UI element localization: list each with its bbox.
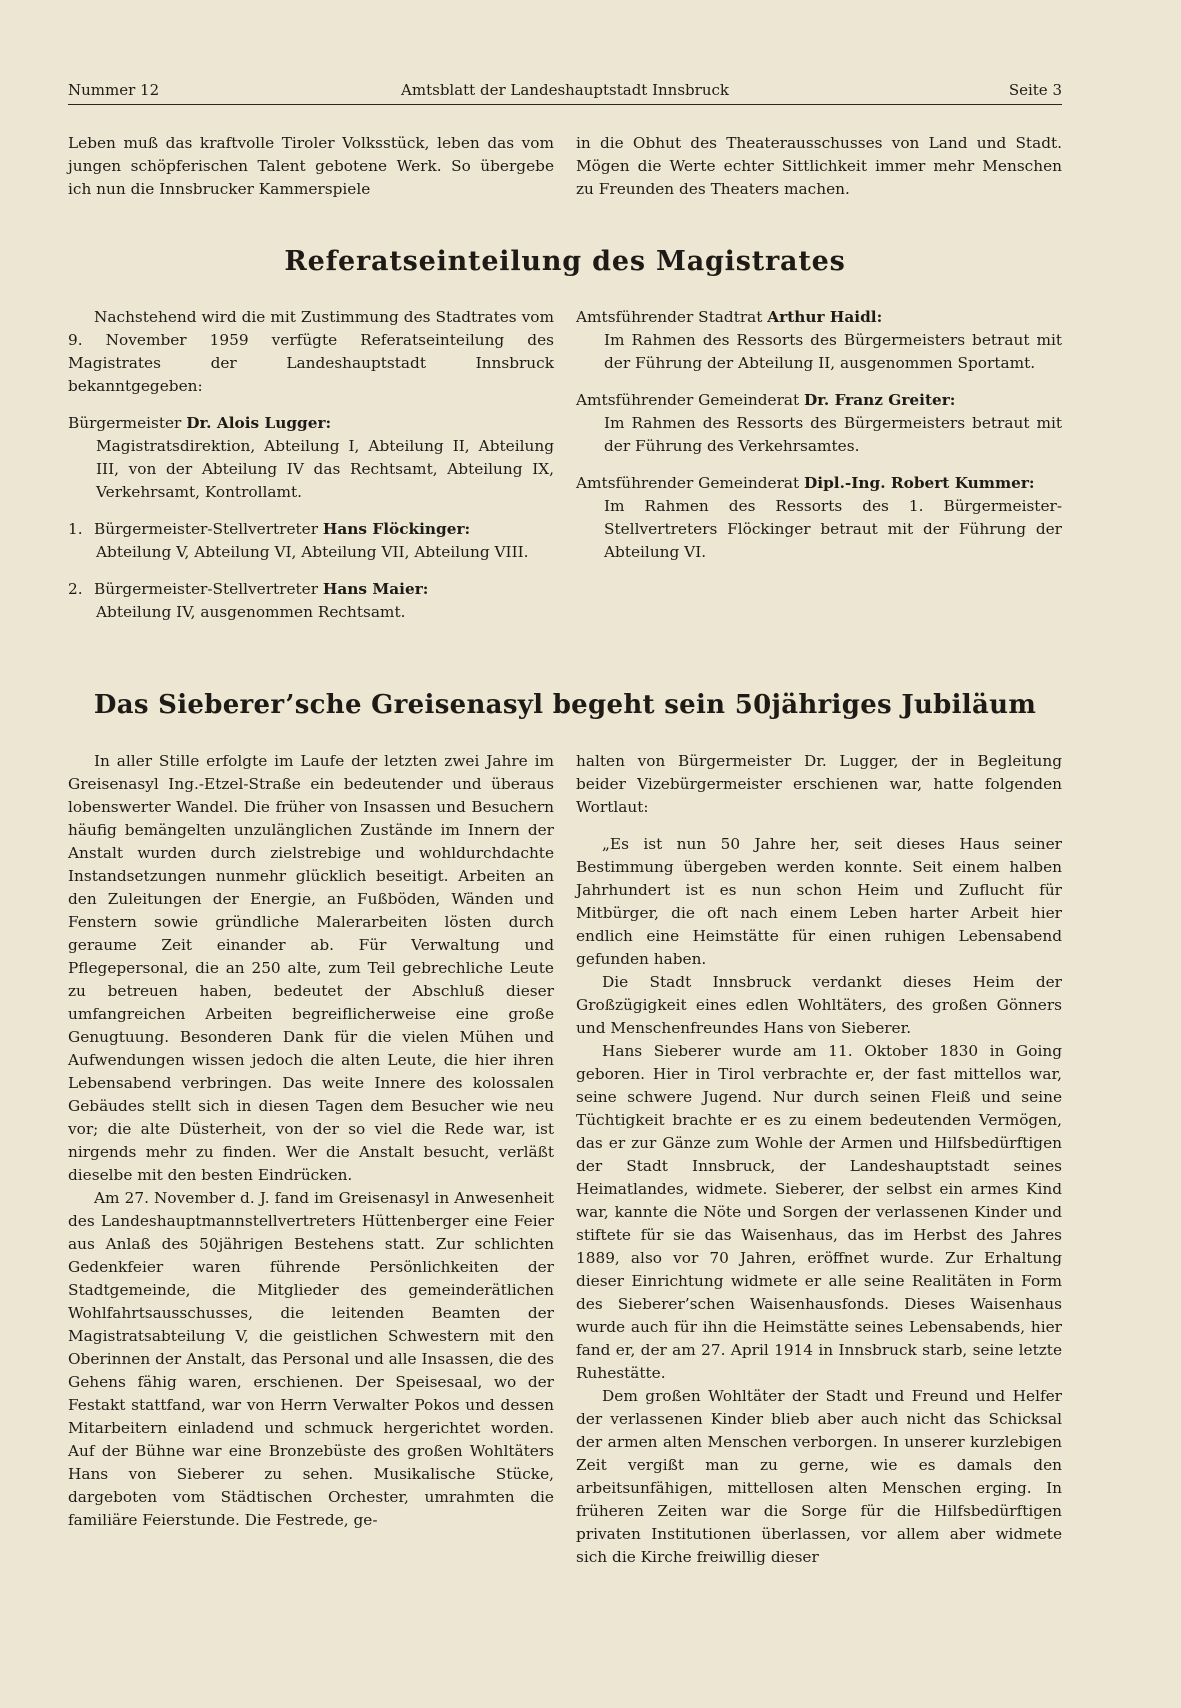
- official-name: Dr. Alois Lugger:: [186, 414, 332, 432]
- article-paragraph: Am 27. November d. J. fand im Greisenasyl in Anwesenheit des Landeshauptmannstellvertreters Hüttenberger eine Feier aus Anlaß des 50jährigen Bestehens statt. Zur schlichten Gedenkfeier waren führende Persönlichkeiten der Stadtgemeinde, die Mitglieder des gemeinderätlichen Wohlfahrtsausschusses, die leitenden Beamten der Magistratsabteilung V, die geistlichen Schwestern mit den Oberinnen der Anstalt, das Personal und alle Insassen, die des Gehens fähig waren, erschienen. Der Speisesaal, wo der Festakt stattfand, war von Herrn Verwalter Pokos und dessen Mitarbeitern einladend und schmuck hergerichtet worden. Auf der Bühne war eine Bronzebüste des großen Wohltäters Hans von Sieberer zu sehen. Musikalische Stücke, dargeboten vom Städtischen Orchester, umrahmten die familiäre Feierstunde. Die Festrede, ge-: [68, 1189, 554, 1529]
- official-heading: Bürgermeister Dr. Alois Lugger:: [68, 414, 332, 432]
- article-right-column: [576, 750, 1062, 1569]
- section1-right-column: [576, 306, 1062, 564]
- section-title-referatseinteilung: Referatseinteilung des Magistrates: [284, 246, 846, 277]
- official-duties: Im Rahmen des Ressorts des Bürgermeisters betraut mit der Führung der Abteilung II, ausgenommen Sportamt.: [604, 331, 1062, 372]
- official-heading: 2. Bürgermeister-Stellvertreter Hans Maier:: [68, 580, 429, 598]
- official-duties: Im Rahmen des Ressorts des Bürgermeisters betraut mit der Führung des Verkehrsamtes.: [604, 414, 1062, 455]
- speech-paragraph: „Es ist nun 50 Jahre her, seit dieses Haus seiner Bestimmung übergeben werden konnte. Seit einem halben Jahrhundert ist es nun schon Heim und Zuflucht für Mitbürger, die oft nach einem Leben harter Arbeit hier endlich eine Heimstätte für einen ruhigen Lebensabend gefunden haben.: [576, 835, 1062, 968]
- page-header: [68, 78, 1062, 105]
- official-name: Arthur Haidl:: [767, 308, 883, 326]
- article-paragraph: In aller Stille erfolgte im Laufe der letzten zwei Jahre im Greisenasyl Ing.-Etzel-Straße ein bedeutender und überaus lobenswerter Wandel. Die früher von Insassen und Besuchern häufig bemängelten unzulänglichen Zustände im Innern der Anstalt wurden durch zielstrebige und wohldurchdachte Instandsetzungen nunmehr glücklich beseitigt. Arbeiten an den Zuleitungen der Energie, an Fußböden, Wänden und Fenstern sowie gründliche Malerarbeiten lösten durch geraume Zeit einander ab. Für Verwaltung und Pflegepersonal, die an 250 alte, zum Teil gebrechliche Leute zu betreuen haben, bedeutet der Abschluß dieser umfangreichen Arbeiten begreiflicherweise eine große Genugtuung. Besonderen Dank für die vielen Mühen und Aufwendungen wissen jedoch die alten Leute, die hier ihren Lebensabend verbringen. Das weite Innere des kolossalen Gebäudes stellt sich in diesen Tagen dem Besucher wie neu vor; die alte Düsterheit, von der so viel die Rede war, ist nirgends mehr zu finden. Wer die Anstalt besucht, verläßt dieselbe mit den besten Eindrücken.: [68, 752, 554, 1184]
- official-name: Dr. Franz Greiter:: [804, 391, 956, 409]
- section1-left-column: [68, 306, 554, 624]
- speech-paragraph: Hans Sieberer wurde am 11. Oktober 1830 in Going geboren. Hier in Tirol verbrachte er, der fast mittellos war, seine schwere Jugend. Nur durch seinen Fleiß und seine Tüchtigkeit brachte er es zu einem bedeutenden Vermögen, das er zur Gänze zum Wohle der Armen und Hilfsbedürftigen der Stadt Innsbruck, der Landeshauptstadt seines Heimatlandes, widmete. Sieberer, der selbst ein armes Kind war, kannte die Nöte und Sorgen der verlassenen Kinder und stiftete für sie das Waisenhaus, das im Herbst des Jahres 1889, also vor 70 Jahren, eröffnet wurde. Zur Erhaltung dieser Einrichtung widmete er alle seine Realitäten in Form des Sieberer’schen Waisenhausfonds. Dieses Waisenhaus wurde auch für ihn die Heimstätte seines Lebensabends, hier fand er, der am 27. April 1914 in Innsbruck starb, seine letzte Ruhestätte.: [576, 1042, 1062, 1382]
- official-name: Hans Flöckinger:: [322, 520, 471, 538]
- official-name: Hans Maier:: [322, 580, 429, 598]
- section1-intro: Nachstehend wird die mit Zustimmung des Stadtrates vom 9. November 1959 verfügte Referatseinteilung des Magistrates der Landeshauptstadt Innsbruck bekanntgegeben:: [68, 308, 554, 395]
- publication-title: Amtsblatt der Landeshauptstadt Innsbruck: [401, 81, 729, 99]
- article-left-column: [68, 750, 554, 1532]
- official-heading: 1. Bürgermeister-Stellvertreter Hans Flöckinger:: [68, 520, 471, 538]
- speech-paragraph: Die Stadt Innsbruck verdankt dieses Heim der Großzügigkeit eines edlen Wohltäters, des großen Gönners und Menschenfreundes Hans von Sieberer.: [576, 973, 1062, 1037]
- official-duties: Im Rahmen des Ressorts des 1. Bürgermeister-Stellvertreters Flöckinger betraut mit der Führung der Abteilung VI.: [604, 497, 1062, 561]
- official-heading: Amtsführender Gemeinderat Dipl.-Ing. Robert Kummer:: [576, 474, 1035, 492]
- section-title-greisenasyl: Das Sieberer’sche Greisenasyl begeht sein 50jähriges Jubiläum: [93, 690, 1037, 720]
- speech-paragraph: Dem großen Wohltäter der Stadt und Freund und Helfer der verlassenen Kinder blieb aber auch nicht das Schicksal der armen alten Menschen verborgen. In unserer kurzlebigen Zeit vergißt man zu gerne, wie es damals den arbeitsunfähigen, mittellosen alten Menschen erging. In früheren Zeiten war die Sorge für die Hilfsbedürftigen privaten Institutionen überlassen, vor allem aber widmete sich die Kirche freiwillig dieser: [576, 1387, 1062, 1566]
- page-number: Seite 3: [1008, 81, 1062, 99]
- top-right-column: [576, 132, 1062, 201]
- continued-text-right: in die Obhut des Theaterausschusses von Land und Stadt. Mögen die Werte echter Sittlichkeit immer mehr Menschen zu Freunden des Theaters machen.: [576, 134, 1062, 198]
- official-heading: Amtsführender Gemeinderat Dr. Franz Greiter:: [576, 391, 956, 409]
- official-duties: Abteilung V, Abteilung VI, Abteilung VII, Abteilung VIII.: [96, 543, 529, 561]
- official-duties: Magistratsdirektion, Abteilung I, Abteilung II, Abteilung III, von der Abteilung IV das Rechtsamt, Abteilung IX, Verkehrsamt, Kontrollamt.: [96, 437, 554, 501]
- official-duties: Abteilung IV, ausgenommen Rechtsamt.: [96, 603, 406, 621]
- article-paragraph: halten von Bürgermeister Dr. Lugger, der in Begleitung beider Vizebürgermeister erschienen war, hatte folgenden Wortlaut:: [576, 752, 1062, 816]
- official-heading: Amtsführender Stadtrat Arthur Haidl:: [576, 308, 883, 326]
- issue-number: Nummer 12: [68, 81, 160, 99]
- official-name: Dipl.-Ing. Robert Kummer:: [804, 474, 1035, 492]
- top-left-column: [68, 132, 554, 201]
- continued-text-left: Leben muß das kraftvolle Tiroler Volksstück, leben das vom jungen schöpferischen Talent gebotene Werk. So übergebe ich nun die Innsbrucker Kammerspiele: [68, 134, 554, 198]
